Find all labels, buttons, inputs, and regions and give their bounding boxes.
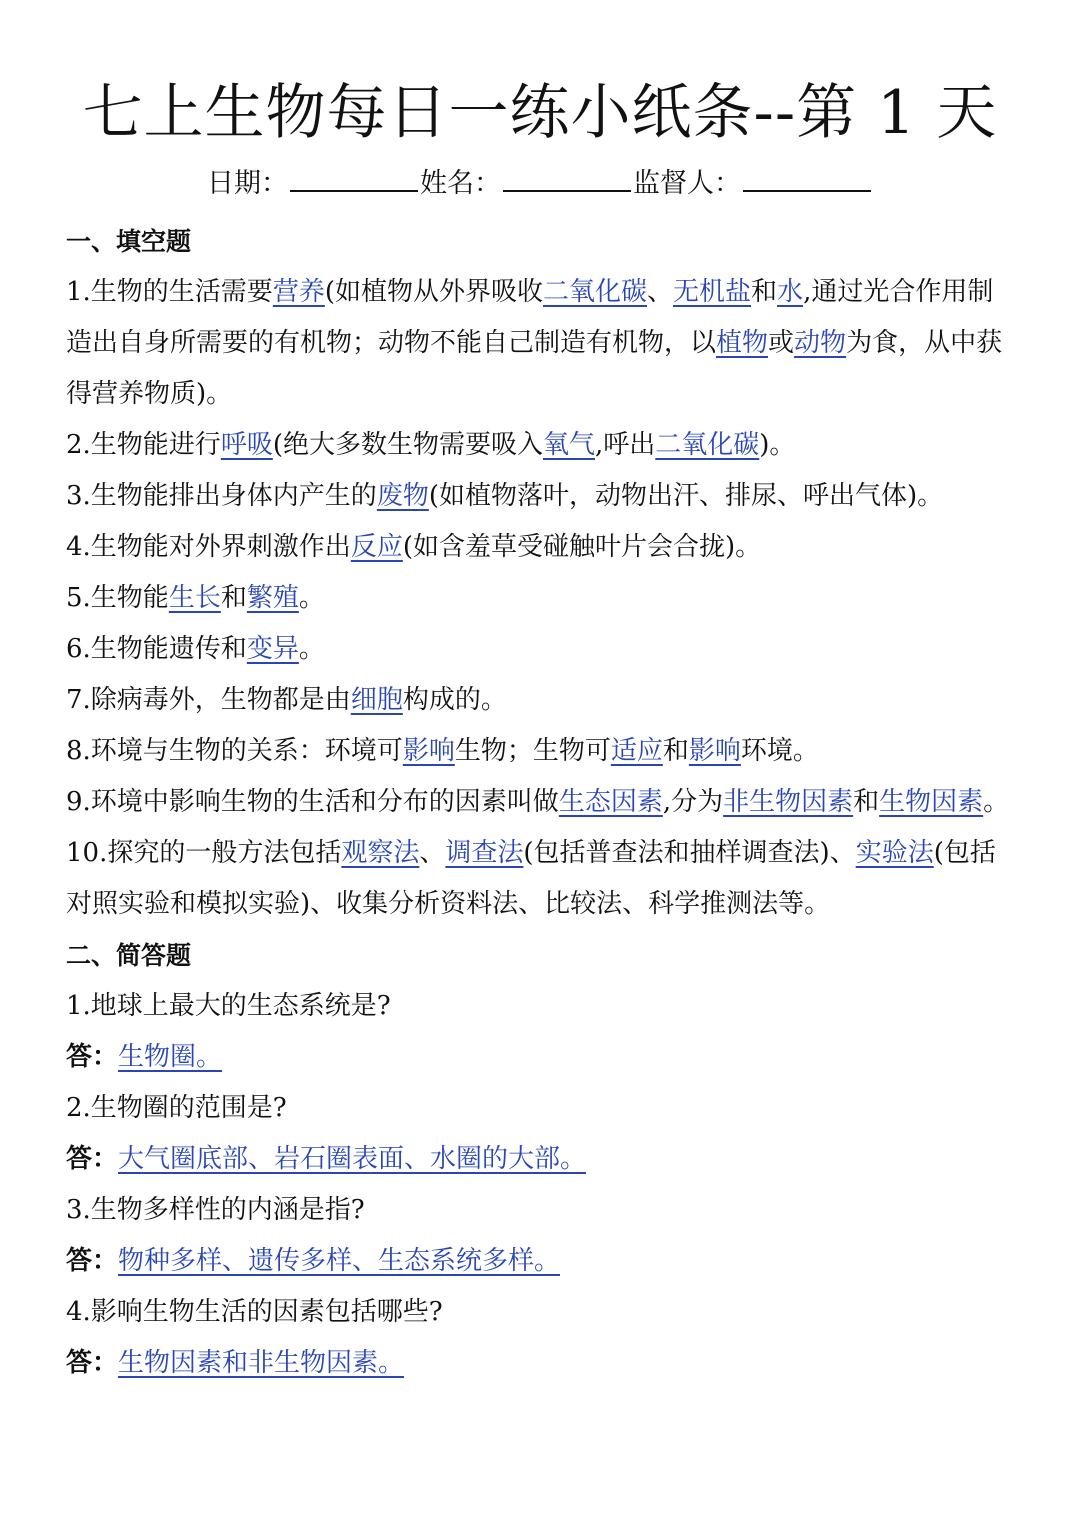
answer-label: 答： (66, 1144, 119, 1174)
blank-answer: 观察法 (341, 838, 420, 868)
fill-blank-item (66, 471, 1018, 522)
answer-label: 答： (66, 1042, 119, 1072)
question-text: (如植物从外界吸收 (324, 277, 543, 307)
blank-answer: 繁殖 (246, 583, 299, 613)
short-answer-list (66, 981, 1018, 1389)
blank-answer: 变异 (246, 634, 299, 664)
section-heading-short-answer: 二、简答题 (66, 941, 192, 970)
question-text: 或 (768, 328, 795, 358)
question-text: 5.生物能 (66, 583, 169, 613)
blank-answer: 二氧化碳 (655, 430, 760, 460)
blank-answer: 影响 (688, 736, 741, 766)
question-text: 6.生物能遗传和 (66, 634, 247, 664)
question-text: 生物；生物可 (454, 736, 611, 766)
question-text: 2.生物能进行 (66, 430, 221, 460)
blank-answer: 二氧化碳 (542, 277, 647, 307)
short-answer-question: 1.地球上最大的生态系统是? (66, 991, 391, 1021)
question-text: 。 (983, 787, 1010, 817)
short-answer-text: 生物因素和非生物因素。 (118, 1348, 405, 1378)
page-title: 七上生物每日一练小纸条--第 1 天 (82, 78, 998, 148)
fill-blank-item (66, 777, 1018, 828)
supervisor-label: 监督人： (633, 168, 741, 199)
question-text: ,分为 (662, 787, 724, 817)
question-text: (包括普查法和抽样调查法)、 (523, 838, 856, 868)
fill-blank-list (66, 267, 1018, 930)
blank-answer: 适应 (610, 736, 663, 766)
answer-label: 答： (66, 1348, 119, 1378)
short-answer-row (66, 1236, 1018, 1287)
blank-answer: 生长 (168, 583, 221, 613)
blank-answer: 生态因素 (558, 787, 663, 817)
short-answer-row (66, 1134, 1018, 1185)
worksheet-body (66, 216, 1018, 1389)
name-label: 姓名： (420, 168, 501, 199)
question-text: ,通过光合作用制造出自身所需要的有机物；动物不能自己制造有机物，以 (66, 277, 994, 358)
question-text: 和 (220, 583, 247, 613)
question-text: 8.环境与生物的关系：环境可 (66, 736, 403, 766)
fill-blank-item (66, 267, 1018, 420)
fill-blank-item (66, 828, 1018, 930)
date-label: 日期： (207, 168, 288, 199)
question-text: 构成的。 (402, 685, 507, 715)
blank-answer: 实验法 (855, 838, 934, 868)
question-text: )。 (759, 430, 796, 460)
blank-answer: 废物 (376, 481, 429, 511)
question-text: 10.探究的一般方法包括 (66, 838, 342, 868)
date-blank[interactable] (290, 160, 418, 192)
question-text: 环境。 (740, 736, 819, 766)
short-answer-text: 物种多样、遗传多样、生态系统多样。 (118, 1246, 561, 1276)
fill-blank-item (66, 573, 1018, 624)
short-answer-row (66, 1338, 1018, 1389)
blank-answer: 调查法 (445, 838, 524, 868)
question-text: 。 (298, 634, 325, 664)
short-answer-question: 4.影响生物生活的因素包括哪些? (66, 1297, 443, 1327)
section-heading-fill-blank: 一、填空题 (66, 227, 192, 256)
question-text: 9.环境中影响生物的生活和分布的因素叫做 (66, 787, 559, 817)
question-text: 4.生物能对外界刺激作出 (66, 532, 351, 562)
fill-blank-item (66, 522, 1018, 573)
blank-answer: 影响 (402, 736, 455, 766)
short-answer-text: 大气圈底部、岩石圈表面、水圈的大部。 (118, 1144, 587, 1174)
short-answer-text: 生物圈。 (118, 1042, 223, 1072)
question-text: 和 (853, 787, 880, 817)
supervisor-blank[interactable] (743, 160, 871, 192)
answer-label: 答： (66, 1246, 119, 1276)
fill-blank-item (66, 726, 1018, 777)
question-text: 1.生物的生活需要 (66, 277, 273, 307)
header-fields (0, 160, 1080, 206)
blank-answer: 动物 (794, 328, 847, 358)
blank-answer: 营养 (272, 277, 325, 307)
question-text: 为食，从中获得营养物质)。 (66, 328, 1003, 409)
question-text: 、 (647, 277, 674, 307)
blank-answer: 生物因素 (879, 787, 984, 817)
blank-answer: 反应 (350, 532, 403, 562)
question-text: 和 (662, 736, 689, 766)
blank-answer: 水 (777, 277, 804, 307)
question-text: ,呼出 (595, 430, 656, 460)
question-text: (绝大多数生物需要吸入 (272, 430, 543, 460)
short-answer-row (66, 1032, 1018, 1083)
blank-answer: 细胞 (350, 685, 403, 715)
fill-blank-item (66, 675, 1018, 726)
question-text: (如植物落叶，动物出汗、排尿、呼出气体)。 (428, 481, 944, 511)
question-text: 。 (298, 583, 325, 613)
question-text: (如含羞草受碰触叶片会合拢)。 (402, 532, 762, 562)
short-answer-question: 2.生物圈的范围是? (66, 1093, 287, 1123)
blank-answer: 植物 (716, 328, 769, 358)
fill-blank-item (66, 420, 1018, 471)
blank-answer: 呼吸 (220, 430, 273, 460)
name-blank[interactable] (503, 160, 631, 192)
question-text: 、 (419, 838, 446, 868)
question-text: 7.除病毒外，生物都是由 (66, 685, 351, 715)
blank-answer: 氧气 (542, 430, 595, 460)
blank-answer: 无机盐 (673, 277, 752, 307)
short-answer-question: 3.生物多样性的内涵是指? (66, 1195, 365, 1225)
fill-blank-item (66, 624, 1018, 675)
blank-answer: 非生物因素 (723, 787, 854, 817)
question-text: 3.生物能排出身体内产生的 (66, 481, 377, 511)
question-text: 和 (751, 277, 778, 307)
question-text: (包括对照实验和模拟实验)、收集分析资料法、比较法、科学推测法等。 (66, 838, 996, 919)
